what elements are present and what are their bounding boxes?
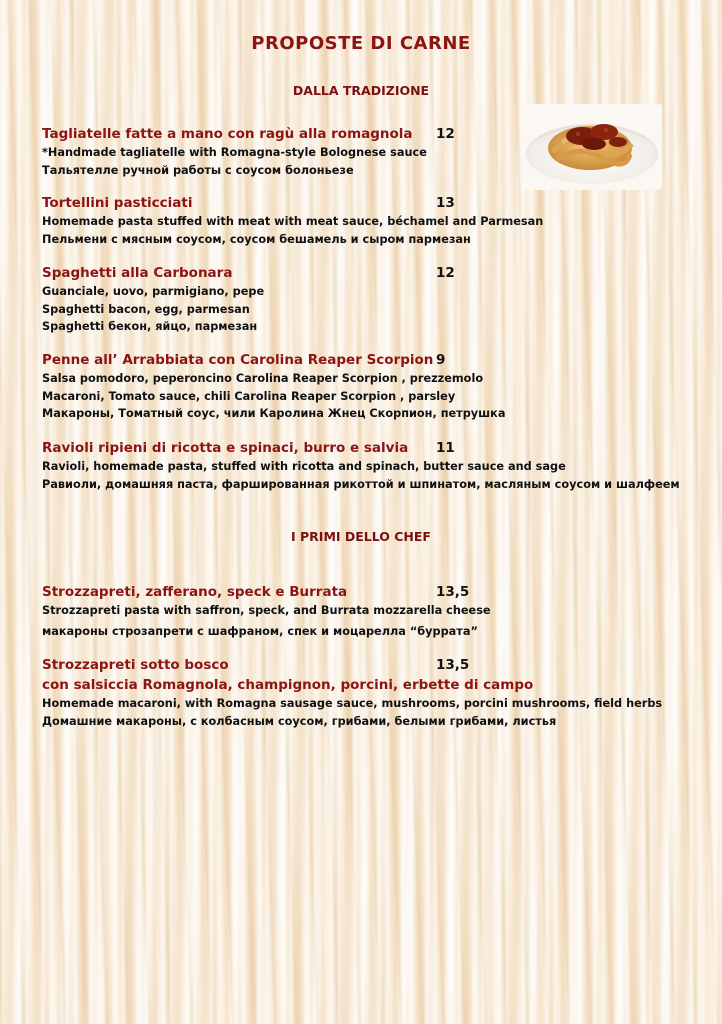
dish-description-it: Salsa pomodoro, peperoncino Carolina Reaper Scorpion , prezzemolo: [42, 372, 484, 385]
menu-item: [42, 263, 682, 336]
page-title: PROPOSTE DI CARNE: [251, 33, 471, 54]
dish-price: 9: [436, 352, 446, 368]
dish-price: 13,5: [436, 657, 470, 673]
dish-description-en: Homemade pasta stuffed with meat with meat sauce, béchamel and Parmesan: [42, 215, 544, 228]
dish-name: Penne all’ Arrabbiata con Carolina Reaper Scorpion: [42, 352, 434, 368]
dish-price: 13,5: [436, 584, 470, 600]
dish-price: 13: [436, 195, 455, 211]
dish-description-ru: Тальятелле ручной работы с соусом болоньезе: [42, 163, 354, 177]
dish-description-en: Ravioli, homemade pasta, stuffed with ricotta and spinach, butter sauce and sage: [42, 460, 566, 473]
dish-price: 12: [436, 126, 455, 142]
menu-item: [42, 582, 682, 640]
dish-price: 11: [436, 440, 455, 456]
dish-description-en: Spaghetti bacon, egg, parmesan: [42, 302, 250, 316]
menu-item: [42, 124, 682, 179]
dish-name: Strozzapreti sotto bosco: [42, 657, 229, 673]
dish-description-ru: Spaghetti бекон, яйцо, пармезан: [42, 320, 258, 333]
menu-item: [42, 350, 682, 423]
section-title-chef: I PRIMI DELLO CHEF: [291, 529, 431, 544]
dish-name: Ravioli ripieni di ricotta e spinaci, burro e salvia: [42, 440, 409, 456]
dish-description-en: Strozzapreti pasta with saffron, speck, and Burrata mozzarella cheese: [42, 604, 491, 617]
dish-description-ru: Макароны, Томатный соус, чили Каролина Жнец Скорпион, петрушка: [42, 407, 506, 420]
dish-name: Tagliatelle fatte a mano con ragù alla romagnola: [42, 126, 413, 142]
dish-name: Strozzapreti, zafferano, speck e Burrata: [42, 584, 348, 600]
dish-description-en: Macaroni, Tomato sauce, chili Carolina Reaper Scorpion , parsley: [42, 389, 456, 403]
dish-description-it: Guanciale, uovo, parmigiano, pepe: [42, 285, 265, 298]
menu-item: [42, 193, 682, 248]
dish-name: Spaghetti alla Carbonara: [42, 265, 233, 281]
dish-description-ru: Пельмени с мясным соусом, соусом бешамель и сыром пармезан: [42, 232, 471, 246]
dish-description-ru: макароны строзапрети с шафраном, спек и моцарелла “буррата”: [42, 624, 478, 638]
menu-item: [42, 438, 682, 493]
dish-description-ru: Равиоли, домашняя паста, фаршированная рикоттой и шпинатом, масляным соусом и шалфеем: [42, 477, 680, 491]
dish-description-en: *Handmade tagliatelle with Romagna-style Bolognese sauce: [42, 146, 427, 159]
dish-price: 12: [436, 265, 455, 281]
menu-item: [42, 655, 682, 730]
dish-name: Tortellini pasticciati: [42, 195, 193, 211]
section-title-tradizione: DALLA TRADIZIONE: [292, 83, 430, 98]
dish-description-en: Homemade macaroni, with Romagna sausage sauce, mushrooms, porcini mushrooms, field herbs: [42, 697, 663, 710]
dish-subtitle: con salsiccia Romagnola, champignon, porcini, erbette di campo: [42, 677, 534, 693]
dish-description-ru: Домашние макароны, с колбасным соусом, грибами, белыми грибами, листья: [42, 714, 557, 728]
